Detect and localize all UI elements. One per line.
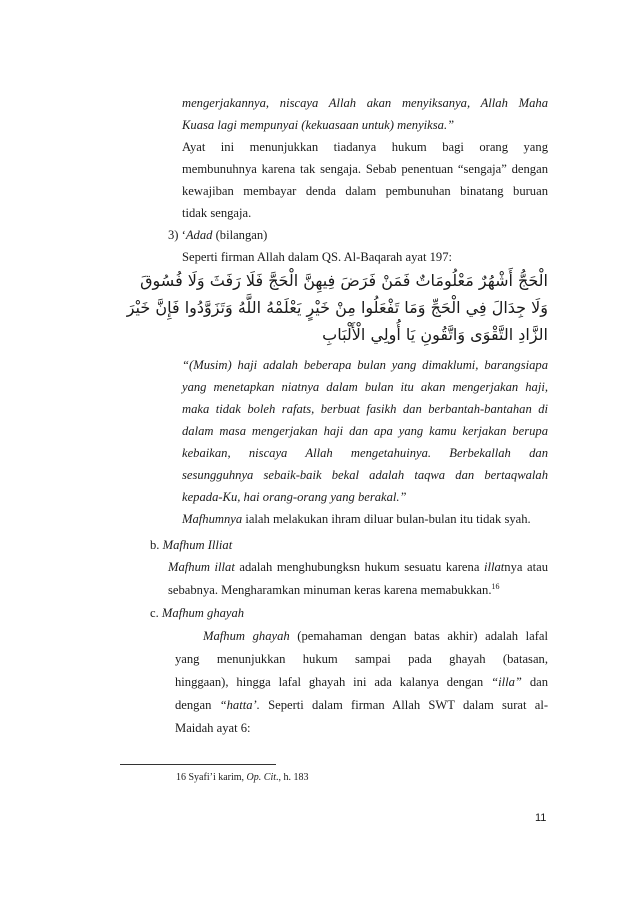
page-number: 11 [535,812,547,824]
footnote [176,772,309,783]
arabic-verse-line: الزَّادِ التَّقْوَى وَاتَّقُونِ يَا أُولِي الْأَلْبَابِ [322,325,548,344]
body-line: Ayat ini menunjukkan tiadanya hukum bagi orang yang [182,140,548,154]
item-title-prefix: ‘ [181,228,186,242]
text-span: adalah menghubungksn hukum sesuatu karena [234,560,484,574]
verse-intro: Seperti firman Allah dalam QS. Al-Baqarah ayat 197: [182,250,452,264]
footnote-divider [120,764,276,765]
section-b-heading [150,537,232,553]
term: Mafhum ghayah [203,629,290,643]
text-span: Op. Cit [246,772,276,783]
arabic-verse-line: وَلَا جِدَالَ فِي الْحَجِّ وَمَا تَفْعَلُوا مِنْ خَيْرٍ يَعْلَمْهُ اللَّهُ وَتَزَوَّدُوا فَإِنَّ خَيْرَ [126,298,548,317]
quoted-term: “hatta’. [219,698,260,712]
body-line: yang menunjukkan hukum sampai pada ghayah (batasan, [175,652,548,666]
body-line [175,697,548,713]
translation-line: kebaikan, niscaya Allah mengetahuinya. Berbekallah dan [182,446,548,460]
body-line [168,559,548,575]
section-c-heading [150,605,244,621]
text-span: ., h. 183 [276,772,309,783]
body-line: kewajiban membayar denda dalam pembunuhan binatang buruan [182,184,548,198]
section-c-label: c. [150,606,159,620]
translation-line: sesungguhnya sebaik-baik bekal adalah taqwa dan bertaqwalah [182,468,548,482]
term: illat [483,560,505,574]
item-3-heading [168,227,267,243]
body-line: tidak sengaja. [182,206,252,220]
translation-line: yang menetapkan niatnya dalam bulan itu akan mengerjakan haji, [182,380,548,394]
item-number: 3) [168,228,179,242]
body-line [203,628,548,644]
translation-line: Kuasa lagi mempunyai (kekuasaan untuk) menyiksa.” [182,118,455,132]
section-c-title: Mafhum ghayah [161,606,245,620]
item-title-suffix: (bilangan) [212,228,268,242]
body-line [175,674,548,690]
item-title-term: Adad [185,228,213,242]
section-b-label: b. [150,538,160,552]
text-span: dengan [175,698,220,712]
quoted-term: “illa” [491,675,522,689]
translation-line: mengerjakannya, niscaya Allah akan menyiksanya, Allah Maha [182,96,548,110]
text-span: hinggaan), hingga lafal ghayah ini ada kalanya dengan [175,675,484,689]
translation-line: kepada-Ku, hai orang-orang yang berakal.” [182,490,407,504]
text-span: Seperti dalam firman Allah SWT dalam surat al- [259,698,549,712]
term: Mafhum illat [168,560,235,574]
translation-line: dalam masa mengerjakan haji dan apa yang kamu kerjakan berupa [182,424,548,438]
mafhumnya-line [182,511,531,527]
arabic-verse-line: الْحَجُّ أَشْهُرٌ مَعْلُومَاتٌ فَمَنْ فَرَضَ فِيهِنَّ الْحَجَّ فَلَا رَفَثَ وَلَا فُسُوقَ [140,271,548,290]
body-line [168,582,499,598]
section-b-title: Mafhum Illiat [162,538,233,552]
body-line: Maidah ayat 6: [175,721,251,735]
text-span: (pemahaman dengan batas akhir) adalah lafal [289,629,548,643]
text-span: sebabnya. Mengharamkan minuman keras karena memabukkan. [168,583,492,597]
mafhumnya-term: Mafhumnya [182,512,243,526]
text-span: nya atau [504,560,549,574]
footnote-ref[interactable]: 16 [491,581,500,591]
body-line: membunuhnya karena tak sengaja. Sebab penentuan “sengaja” dengan [182,162,548,176]
text-span: dan [529,675,549,689]
mafhumnya-text: ialah melakukan ihram diluar bulan-bulan itu tidak syah. [242,512,531,526]
translation-line: maka tidak boleh rafats, berbuat fasikh dan berbantah-bantahan di [182,402,548,416]
translation-line: “(Musim) haji adalah beberapa bulan yang dimaklumi, barangsiapa [182,358,548,372]
text-span: 16 Syafi’i karim, [176,772,247,783]
